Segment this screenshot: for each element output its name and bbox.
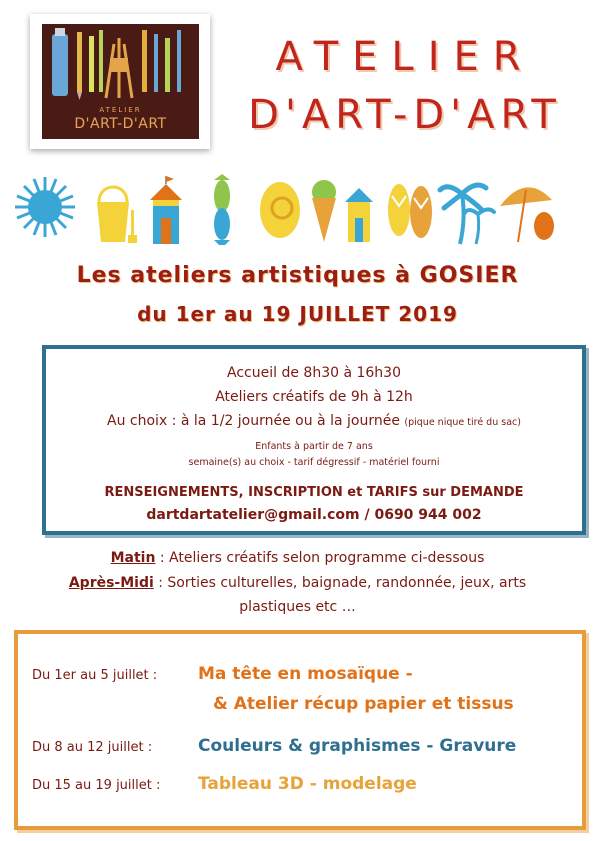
matin-text: : Ateliers créatifs selon programme ci-dessous [155, 550, 485, 566]
choix-text: Au choix : à la 1/2 journée ou à la journée [107, 413, 400, 429]
program-title-1b: & Atelier récup papier et tissus [213, 694, 514, 714]
art-tools-icon [42, 24, 199, 106]
program-box [14, 630, 586, 830]
page-title-line2: D'ART-D'ART [248, 92, 562, 138]
beach-hut-icon-2 [345, 188, 373, 242]
page-title-line1: ATELIER [275, 34, 535, 80]
apres-midi-line [0, 575, 595, 591]
apres-midi-text: : Sorties culturelles, baignade, randonnée, jeux, arts [153, 575, 527, 591]
choix-line [46, 413, 582, 429]
logo-atelier-text: ATELIER [99, 106, 142, 114]
parasol-icon [500, 187, 554, 242]
renseignements-text: RENSEIGNEMENTS, INSCRIPTION et TARIFS sur DEMANDE [104, 485, 524, 500]
program-title-1: Ma tête en mosaïque - [198, 664, 413, 684]
choix-note: (pique nique tiré du sac) [404, 417, 521, 428]
contact-text: dartdartatelier@gmail.com / 0690 944 002 [146, 507, 482, 523]
shell-icon [260, 182, 300, 238]
program-title-2: Couleurs & graphismes - Gravure [198, 736, 517, 756]
apres-midi-text-2: plastiques etc … [239, 599, 356, 615]
program-dates-1: Du 1er au 5 juillet : [32, 668, 158, 683]
program-dates-2: Du 8 au 12 juillet : [32, 740, 153, 755]
semaine-text: semaine(s) au choix - tarif dégressif - matériel fourni [188, 457, 440, 468]
sun-icon [15, 177, 75, 237]
date-heading: du 1er au 19 JUILLET 2019 [137, 302, 458, 326]
enfants-text: Enfants à partir de 7 ans [255, 441, 373, 452]
fish-icon [214, 174, 230, 245]
matin-label: Matin [110, 550, 156, 566]
apres-midi-label: Après-Midi [68, 575, 154, 591]
beach-hut-icon [150, 176, 182, 244]
program-dates-3: Du 15 au 19 juillet : [32, 778, 161, 793]
flip-flops-icon [388, 184, 432, 238]
info-box [42, 345, 586, 535]
logo [30, 14, 210, 149]
main-heading: Les ateliers artistiques à GOSIER [76, 263, 519, 288]
summer-icons-strip [15, 170, 585, 245]
logo-panel [42, 24, 199, 139]
ateliers-text: Ateliers créatifs de 9h à 12h [215, 389, 413, 405]
ice-cream-icon [312, 180, 336, 242]
palm-trees-icon [440, 185, 494, 244]
program-title-3: Tableau 3D - modelage [198, 774, 417, 794]
logo-name-text: D'ART-D'ART [74, 116, 167, 132]
matin-line [0, 550, 595, 566]
accueil-text: Accueil de 8h30 à 16h30 [227, 365, 401, 381]
bucket-icon [97, 187, 137, 243]
